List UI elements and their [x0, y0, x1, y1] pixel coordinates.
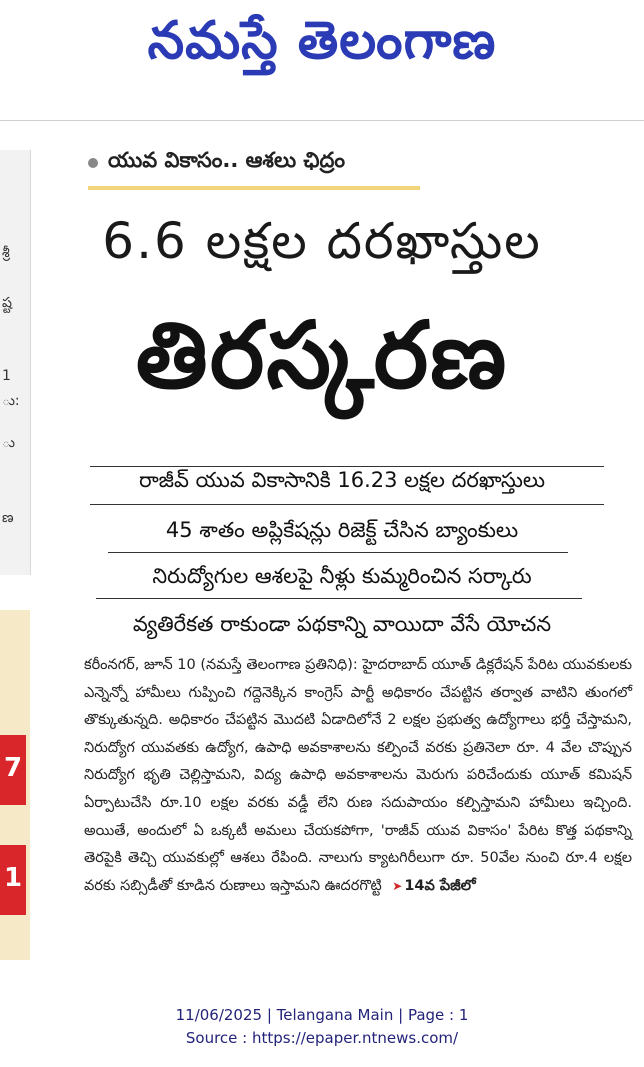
ad-block: [0, 735, 26, 805]
continued-label: 14వ పేజీలో: [404, 877, 476, 894]
deck-divider: [90, 466, 604, 467]
adjacent-advertisement: [0, 610, 30, 960]
kicker-text: యువ వికాసం.. ఆశలు ఛిద్రం: [108, 148, 345, 172]
fragment-text: 1: [2, 368, 11, 384]
kicker-underline: [88, 186, 420, 190]
deck-divider: [90, 504, 604, 505]
deck-line: 45 శాతం అప్లికేషన్లు రిజెక్ట్ చేసిన బ్యాంకులు: [165, 518, 519, 542]
fragment-text: ణ: [2, 510, 14, 526]
masthead: [0, 0, 644, 95]
deck-line: వ్యతిరేకత రాకుండా పథకాన్ని వాయిదా వేసే యోచన: [132, 612, 552, 636]
ad-number: 7: [4, 753, 23, 783]
deck-divider: [96, 598, 582, 599]
ad-block: [0, 845, 26, 915]
footer-source: Source : https://epaper.ntnews.com/: [185, 1029, 459, 1047]
headline-line-1: 6.6 లక్షల దరఖాస్తుల: [102, 212, 542, 270]
fragment-text: ు: [2, 435, 15, 451]
kicker: [88, 148, 345, 178]
masthead-divider: [0, 120, 644, 121]
fragment-text: ు:: [2, 393, 20, 409]
fragment-text: శ్రీ: [2, 245, 10, 261]
fragment-text: ష్ట: [2, 295, 12, 311]
deck-line: రాజీవ్ యువ వికాసానికి 16.23 లక్షల దరఖాస్తులు: [139, 468, 545, 492]
article-paragraph: కరీంనగర్, జూన్ 10 (నమస్తే తెలంగాణ ప్రతినిధి): హైదరాబాద్ యూత్ డిక్లరేషన్ పేరిట యువకులకు ఎన్నెన్నో హామీలు గుప్పించి గద్దెనెక్కిన కాంగ్రెస్ పార్టీ అధికారం చేపట్టిన తర్వాత వాటిని తుంగలో తొక్కుతున్నది. అధికారం చేపట్టిన మొదటి ఏడాదిలోనే 2 లక్షల ప్రభుత్వ ఉద్యోగాలు భర్తీ చేస్తామని, నిరుద్యోగ యువతకు ఉద్యోగ, ఉపాధి అవకాశాలను కల్పించే వరకు ప్రతినెలా రూ. 4 వేల చొప్పున నిరుద్యోగ భృతి చెల్లిస్తామని, విద్య ఉపాధి అవకాశాలను మెరుగు పరిచేందుకు యూత్ కమిషన్ ఏర్పాటుచేసి రూ.10 లక్షల వరకు వడ్డీ లేని రుణ సదుపాయం కల్పిస్తామని హామీలు ఇచ్చింది. అయితే, అందులో ఏ ఒక్కటీ అమలు చేయకపోగా, 'రాజీవ్ యువ వికాసం' పేరిట కొత్త పథకాన్ని తెరపైకి తెచ్చి యువకుల్లో ఆశలు రేపింది. నాలుగు క్యాటగిరీలుగా రూ. 50వేల నుంచి రూ.4 లక్షల వరకు సబ్సిడీతో కూడిన రుణాలు ఇస్తామని ఊదరగొట్టి: [84, 657, 632, 894]
arrow-right-icon: ➤: [392, 878, 403, 893]
newspaper-logo: నమస్తే తెలంగాణ: [147, 11, 497, 71]
article-body: [84, 652, 632, 900]
deck-line: నిరుద్యోగుల ఆశలపై నీళ్లు కుమ్మరించిన సర్కారు: [152, 564, 532, 588]
footer-edition-info: 11/06/2025 | Telangana Main | Page : 1: [175, 1006, 469, 1024]
bullet-icon: [88, 158, 98, 168]
continued-link[interactable]: [392, 873, 475, 901]
deck-divider: [108, 552, 568, 553]
ad-number: 1: [4, 863, 23, 893]
page-footer: [0, 1004, 644, 1050]
headline-line-2: తిరస్కరణ: [135, 302, 509, 409]
